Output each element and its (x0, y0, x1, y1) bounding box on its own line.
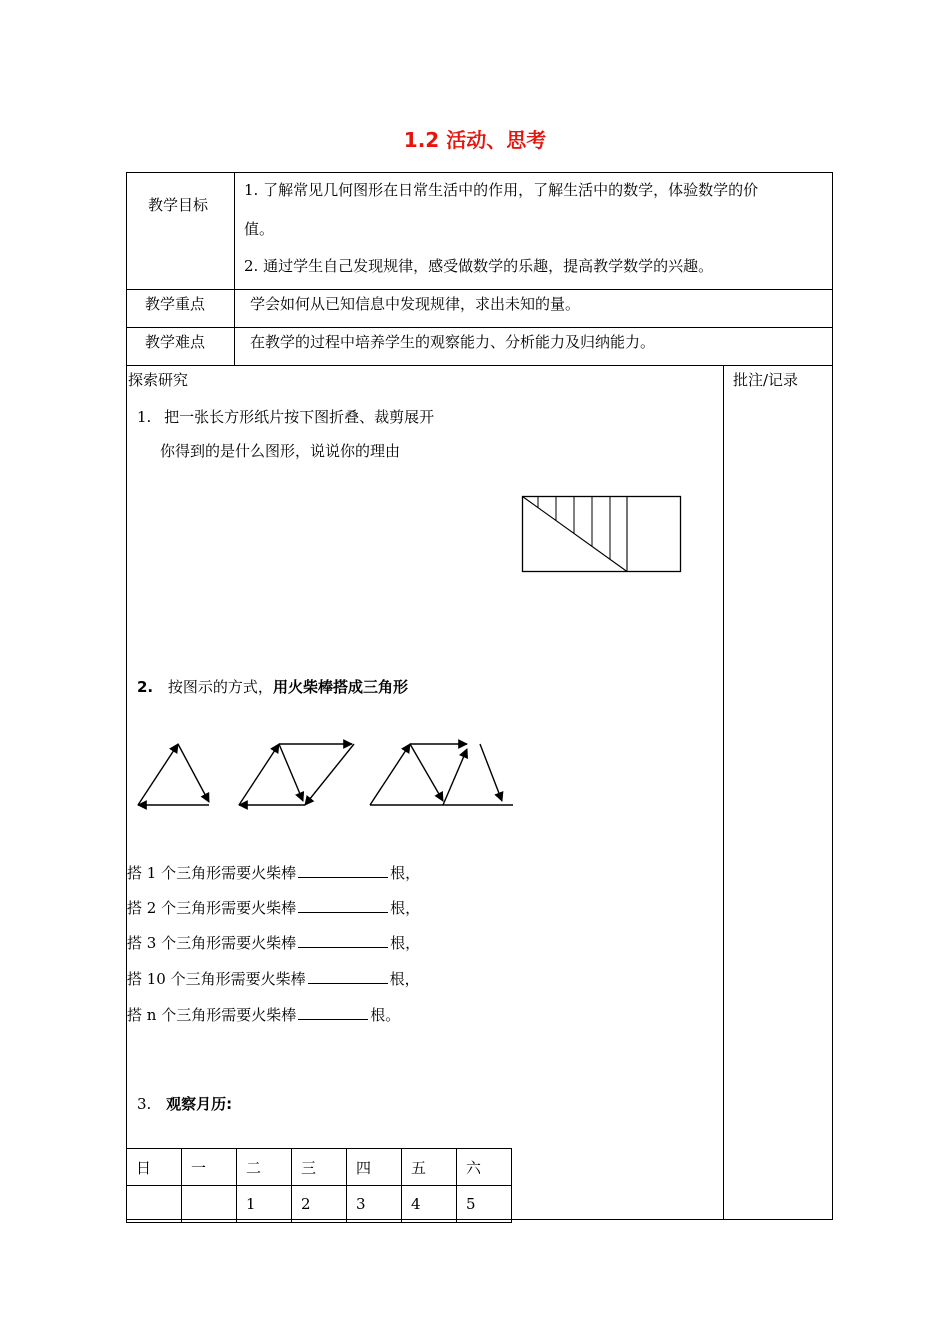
one-triangle (138, 744, 209, 805)
notes-label: 批注/记录 (733, 371, 799, 389)
notes-column-divider (723, 365, 724, 1220)
objective-1: 1. 了解常见几何图形在日常生活中的作用，了解生活中的数学，体验数学的价 (244, 181, 759, 199)
calendar-day-cell: 3 (347, 1186, 402, 1223)
question-2 (137, 677, 408, 697)
key-points-label: 教学重点 (145, 295, 206, 313)
page-title: 1.2 活动、思考 (403, 128, 547, 152)
calendar-day-cell: 5 (457, 1186, 512, 1223)
fill-line-suffix: 根， (390, 934, 421, 952)
question-2-bold-text: 用火柴棒搭成三角形 (272, 678, 408, 696)
calendar-header-cell: 六 (457, 1149, 512, 1186)
table-top-border (126, 172, 833, 173)
calendar-header-cell: 一 (182, 1149, 237, 1186)
difficulties-label: 教学难点 (145, 333, 206, 351)
three-triangles (370, 744, 513, 805)
fill-line-text: 搭 3 个三角形需要火柴棒 (127, 934, 297, 952)
fill-line-suffix: 根， (389, 970, 420, 988)
objectives-label: 教学目标 (148, 196, 209, 214)
explore-heading: 探索研究 (128, 371, 189, 389)
calendar-day-cell: 2 (292, 1186, 347, 1223)
row-divider (126, 365, 833, 366)
calendar-table (126, 1148, 512, 1223)
fill-line-1 (127, 863, 420, 883)
fill-line-3 (127, 933, 420, 953)
answer-blank[interactable] (298, 863, 388, 878)
question-2-number: 2. (137, 678, 154, 696)
calendar-header-cell: 二 (237, 1149, 292, 1186)
calendar-header-cell: 日 (127, 1149, 182, 1186)
fill-line-2 (127, 898, 420, 918)
question-2-text: 按图示的方式， (167, 678, 273, 696)
question-3 (137, 1094, 232, 1114)
answer-blank[interactable] (298, 1005, 368, 1020)
fill-line-text: 搭 10 个三角形需要火柴棒 (127, 970, 306, 988)
fill-line-suffix: 根， (390, 864, 421, 882)
fill-line-suffix: 根。 (370, 1006, 401, 1024)
calendar-header-cell: 四 (347, 1149, 402, 1186)
two-triangles (239, 744, 354, 805)
fill-line-text: 搭 1 个三角形需要火柴棒 (127, 864, 297, 882)
fill-line-text: 搭 2 个三角形需要火柴棒 (127, 899, 297, 917)
question-1-text: 把一张长方形纸片按下图折叠、裁剪展开 (164, 408, 435, 426)
objective-1-cont: 值。 (244, 220, 275, 238)
calendar-day-cell (127, 1186, 182, 1223)
fill-line-suffix: 根， (390, 899, 421, 917)
table-right-border (832, 172, 833, 1220)
fill-line-4 (127, 969, 420, 989)
key-points-text: 学会如何从已知信息中发现规律，求出未知的量。 (250, 295, 581, 313)
calendar-header-row (127, 1149, 512, 1186)
question-1-number: 1. (137, 408, 152, 426)
table-left-border (126, 172, 127, 1220)
answer-blank[interactable] (298, 933, 388, 948)
answer-blank[interactable] (308, 969, 388, 984)
calendar-header-cell: 五 (402, 1149, 457, 1186)
label-column-divider (234, 172, 235, 365)
answer-blank[interactable] (298, 898, 388, 913)
fill-line-text: 搭 n 个三角形需要火柴棒 (127, 1006, 297, 1024)
calendar-day-cell (182, 1186, 237, 1223)
calendar-day-cell: 4 (402, 1186, 457, 1223)
calendar-day-cell: 1 (237, 1186, 292, 1223)
row-divider (126, 289, 833, 290)
question-3-text: 观察月历: (166, 1095, 233, 1113)
matchstick-triangles-figure (130, 735, 520, 815)
question-3-number: 3. (137, 1095, 152, 1113)
question-1 (137, 407, 434, 427)
difficulties-text: 在教学的过程中培养学生的观察能力、分析能力及归纳能力。 (250, 333, 656, 351)
folded-paper-figure (520, 494, 684, 576)
objective-2: 2. 通过学生自己发现规律，感受做数学的乐趣，提高教学数学的兴趣。 (244, 257, 714, 275)
calendar-header-cell: 三 (292, 1149, 347, 1186)
question-1-sub: 你得到的是什么图形，说说你的理由 (160, 442, 401, 460)
fill-line-5 (127, 1005, 400, 1025)
calendar-week-row (127, 1186, 512, 1223)
row-divider (126, 327, 833, 328)
